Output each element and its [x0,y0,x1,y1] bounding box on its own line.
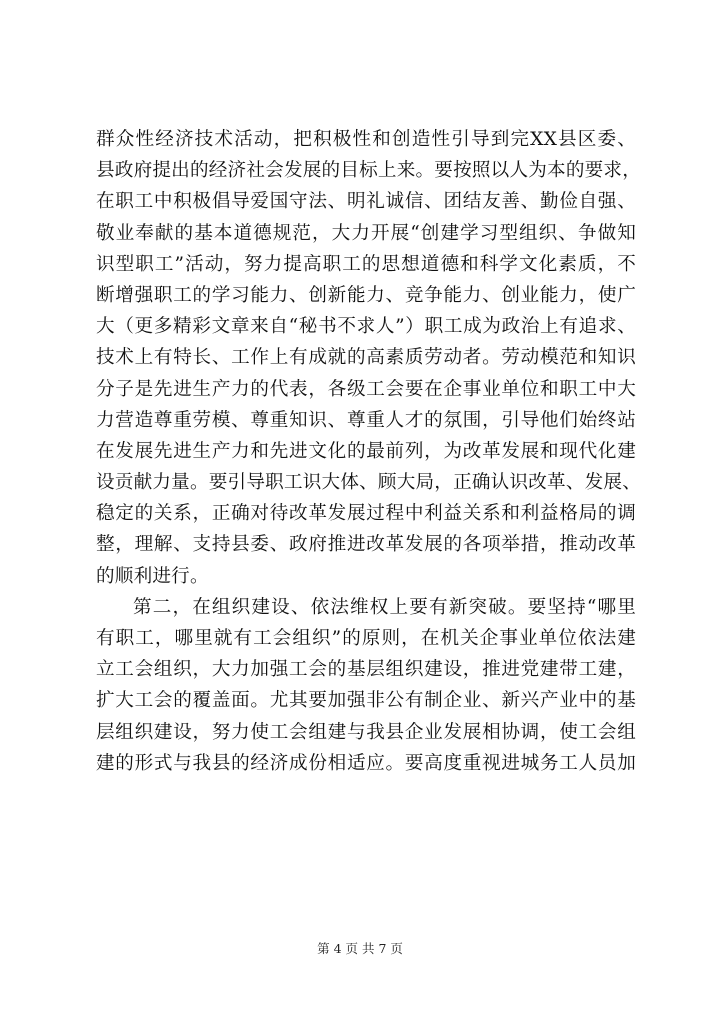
paragraph-line: 扩大工会的覆盖面。尤其要加强非公有制企业、新兴产业中的基 [96,690,636,712]
paragraph-line: 建的形式与我县的经济成份相适应。要高度重视进城务工人员加 [96,752,636,774]
paragraph-line: 立工会组织，大力加强工会的基层组织建设，推进党建带工建， [96,659,636,681]
paragraph-line: 的顺利进行。 [96,565,209,587]
paragraph-line: 第二，在组织建设、依法维权上要有新突破。要坚持“哪里 [133,596,636,618]
paragraph-line: 敬业奉献的基本道德规范，大力开展“创建学习型组织、争做知 [96,222,636,244]
paragraph-1 [96,124,642,592]
paragraph-line: 整，理解、支持县委、政府推进改革发展的各项举措，推动改革 [96,534,636,556]
paragraph-line: 在职工中积极倡导爱国守法、明礼诚信、团结友善、勤俭自强、 [96,191,636,213]
paragraph-line: 群众性经济技术活动，把积极性和创造性引导到完XX县区委、 [96,129,636,150]
paragraph-line: 设贡献力量。要引导职工识大体、顾大局，正确认识改革、发展、 [96,472,642,494]
paragraph-line: 分子是先进生产力的代表，各级工会要在企事业单位和职工中大 [96,378,636,400]
paragraph-line: 断增强职工的学习能力、创新能力、竞争能力、创业能力，使广 [96,284,636,306]
paragraph-line: 县政府提出的经济社会发展的目标上来。要按照以人为本的要求， [96,160,642,182]
document-body [96,124,642,779]
paragraph-line: 在发展先进生产力和先进文化的最前列，为改革发展和现代化建 [96,440,636,462]
paragraph-line: 技术上有特长、工作上有成就的高素质劳动者。劳动模范和知识 [96,347,636,369]
paragraph-2 [96,592,636,779]
paragraph-line: 层组织建设，努力使工会组建与我县企业发展相协调，使工会组 [96,721,636,743]
paragraph-line: 有职工，哪里就有工会组织”的原则，在机关企事业单位依法建 [96,628,636,649]
paragraph-line: 大（更多精彩文章来自“秘书不求人”）职工成为政治上有追求、 [96,316,636,338]
paragraph-line: 力营造尊重劳模、尊重知识、尊重人才的氛围，引导他们始终站 [96,409,636,431]
paragraph-line: 识型职工”活动，努力提高职工的思想道德和科学文化素质，不 [96,253,636,275]
paragraph-line: 稳定的关系，正确对待改革发展过程中利益关系和利益格局的调 [96,503,636,525]
page-number-footer: 第 4 页 共 7 页 [317,941,403,956]
